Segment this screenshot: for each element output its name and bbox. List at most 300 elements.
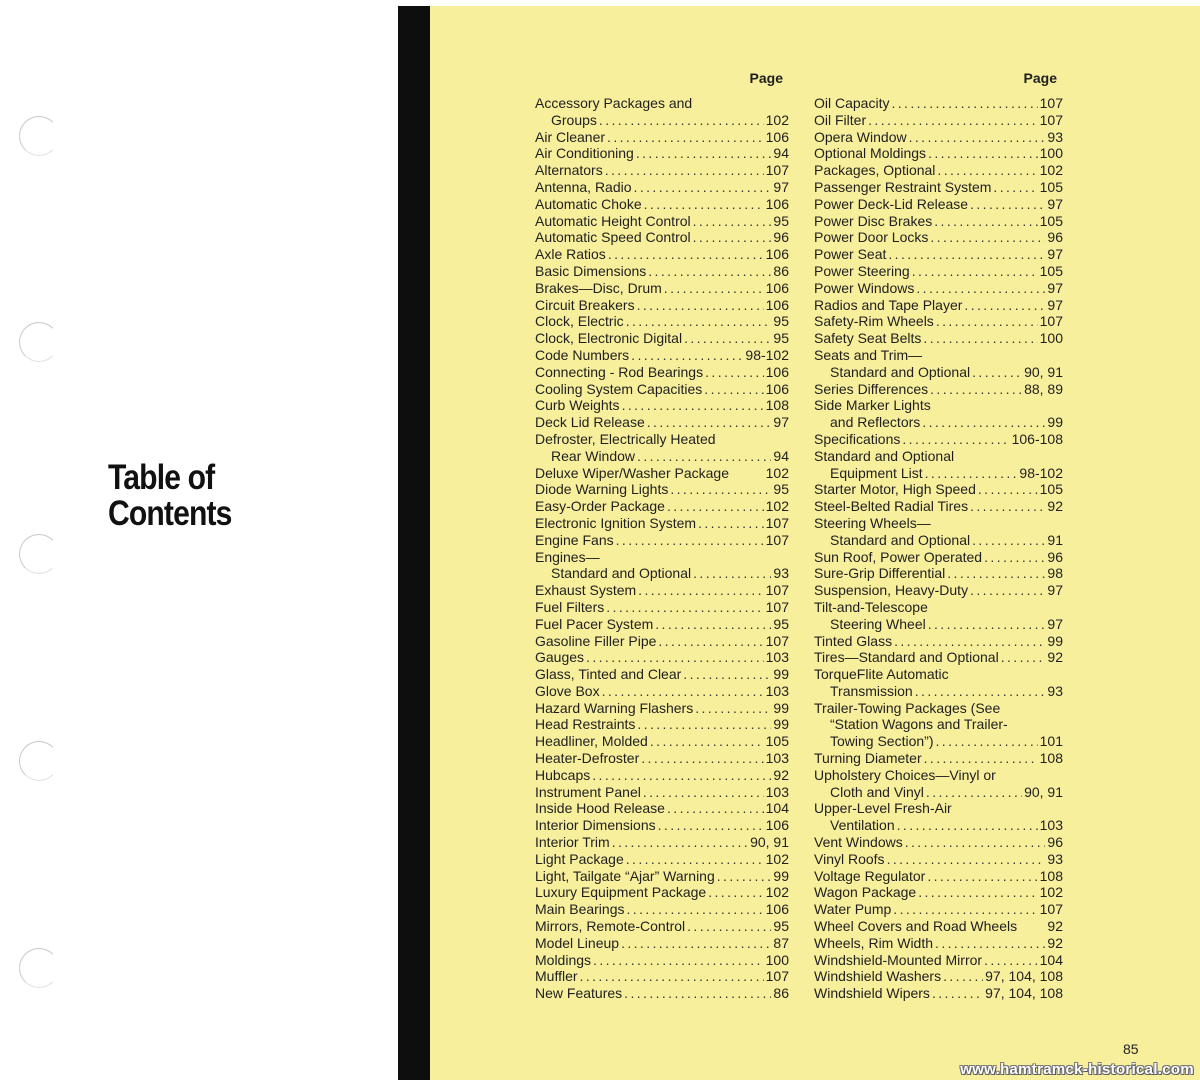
index-entry-page: 95 bbox=[773, 212, 789, 229]
dot-leader bbox=[912, 263, 1038, 280]
index-entry bbox=[535, 565, 789, 582]
index-entry-label: Wagon Package bbox=[814, 884, 917, 901]
index-entry-label: Windshield Washers bbox=[814, 968, 942, 985]
index-entry bbox=[535, 297, 789, 314]
index-entry bbox=[814, 397, 1063, 414]
index-entry-page: 97 bbox=[1047, 246, 1063, 263]
dot-leader bbox=[580, 968, 764, 985]
page-title bbox=[108, 460, 232, 532]
dot-leader bbox=[667, 498, 764, 515]
index-entry bbox=[814, 800, 1063, 817]
dot-leader bbox=[1001, 649, 1046, 666]
index-entry bbox=[814, 599, 1063, 616]
index-entry-page: 107 bbox=[765, 582, 789, 599]
index-entry-label: Transmission bbox=[830, 682, 913, 699]
index-entry bbox=[814, 330, 1063, 347]
index-entry-page: 97, 104, 108 bbox=[985, 968, 1063, 985]
dot-leader bbox=[612, 834, 748, 851]
dot-leader bbox=[636, 145, 772, 162]
index-entry bbox=[814, 498, 1063, 515]
title-line-1: Table of bbox=[108, 458, 215, 497]
index-entry-page: 106 bbox=[765, 363, 789, 380]
dot-leader bbox=[717, 868, 772, 885]
index-entry-label: Code Numbers bbox=[535, 346, 630, 363]
dot-leader bbox=[626, 313, 772, 330]
index-entry bbox=[535, 196, 789, 213]
index-entry bbox=[535, 498, 789, 515]
index-entry-label: Standard and Optional bbox=[814, 447, 955, 464]
dot-leader bbox=[602, 683, 764, 700]
index-entry-page: 97 bbox=[1047, 195, 1063, 212]
index-entry-label: Steering Wheel bbox=[830, 615, 926, 632]
binder-hole bbox=[19, 741, 59, 781]
index-entry-label: Oil Capacity bbox=[814, 95, 890, 111]
dot-leader bbox=[891, 95, 1037, 112]
index-entry bbox=[814, 716, 1063, 733]
index-entry-page: 93 bbox=[1047, 682, 1063, 699]
dot-leader bbox=[658, 633, 763, 650]
index-entry-label: Power Disc Brakes bbox=[814, 212, 933, 229]
index-entry bbox=[535, 633, 789, 650]
index-entry-page: 104 bbox=[765, 800, 789, 817]
index-entry-page: 106 bbox=[765, 246, 789, 263]
dot-leader bbox=[926, 784, 1022, 801]
index-entry-label: Series Differences bbox=[814, 380, 929, 397]
index-entry-label: Steel-Belted Radial Tires bbox=[814, 498, 969, 515]
index-entry bbox=[814, 834, 1063, 851]
index-entry-label: Hazard Warning Flashers bbox=[535, 699, 694, 716]
index-entry-page: 98-102 bbox=[1019, 464, 1063, 481]
index-entry-label: Muffler bbox=[535, 968, 578, 985]
dot-leader bbox=[655, 616, 771, 633]
index-entry bbox=[535, 364, 789, 381]
index-entry-page: 105 bbox=[765, 733, 789, 750]
index-entry-label: Wheels, Rim Width bbox=[814, 934, 934, 951]
dot-leader bbox=[970, 582, 1045, 599]
index-entry-label: Ventilation bbox=[830, 817, 895, 834]
index-entry-page: 102 bbox=[1039, 884, 1063, 901]
index-entry-page: 90, 91 bbox=[750, 834, 789, 851]
index-entry-label: Clock, Electric bbox=[535, 313, 624, 330]
index-entry bbox=[814, 851, 1063, 868]
dot-leader bbox=[993, 179, 1037, 196]
index-entry bbox=[814, 465, 1063, 482]
index-entry-label: Safety Seat Belts bbox=[814, 330, 922, 347]
index-entry-label: Sure-Grip Differential bbox=[814, 565, 946, 582]
index-entry bbox=[814, 112, 1063, 129]
index-entry-page: 97 bbox=[1047, 296, 1063, 313]
index-entry-page: 108 bbox=[1039, 750, 1063, 767]
index-entry-page: 97 bbox=[1047, 279, 1063, 296]
index-entry bbox=[814, 364, 1063, 381]
index-entry-page: 106-108 bbox=[1011, 430, 1063, 447]
index-list-left bbox=[535, 95, 789, 1002]
index-entry-page: 106 bbox=[765, 279, 789, 296]
dot-leader bbox=[605, 162, 764, 179]
dot-leader bbox=[627, 901, 764, 918]
index-entry-page: 94 bbox=[773, 447, 789, 464]
index-entry bbox=[535, 884, 789, 901]
dot-leader bbox=[664, 280, 764, 297]
index-entry-label: Defroster, Electrically Heated bbox=[535, 430, 716, 447]
dot-leader bbox=[641, 750, 763, 767]
index-entry-page: 108 bbox=[1039, 867, 1063, 884]
index-entry bbox=[535, 784, 789, 801]
dot-leader bbox=[927, 868, 1037, 885]
index-entry-label: Groups bbox=[551, 111, 597, 128]
dot-leader bbox=[704, 381, 763, 398]
index-entry bbox=[535, 834, 789, 851]
dot-leader bbox=[637, 297, 764, 314]
index-entry-label: Water Pump bbox=[814, 901, 892, 918]
index-entry bbox=[814, 767, 1063, 784]
index-entry bbox=[535, 918, 789, 935]
dot-leader bbox=[972, 532, 1045, 549]
index-entry bbox=[535, 481, 789, 498]
index-entry-page: 106 bbox=[765, 817, 789, 834]
index-entry bbox=[814, 817, 1063, 834]
index-entry-page: 106 bbox=[765, 380, 789, 397]
index-entry bbox=[814, 649, 1063, 666]
dot-leader bbox=[970, 196, 1045, 213]
index-entry bbox=[535, 330, 789, 347]
index-entry bbox=[814, 481, 1063, 498]
index-entry-page: 93 bbox=[1047, 128, 1063, 145]
index-entry-page: 93 bbox=[773, 565, 789, 582]
index-entry-label: Turning Diameter bbox=[814, 750, 922, 767]
index-entry-label: Rear Window bbox=[551, 447, 636, 464]
index-entry-label: Curb Weights bbox=[535, 397, 620, 414]
dot-leader bbox=[964, 297, 1045, 314]
index-entry-page: 102 bbox=[765, 850, 789, 867]
index-entry bbox=[535, 246, 789, 263]
dot-leader bbox=[902, 431, 1009, 448]
index-entry bbox=[814, 616, 1063, 633]
index-entry-page: 90, 91 bbox=[1024, 363, 1063, 380]
index-entry-label: Opera Window bbox=[814, 128, 907, 145]
index-entry-label: Starter Motor, High Speed bbox=[814, 481, 976, 498]
dot-leader bbox=[905, 834, 1046, 851]
dot-leader bbox=[887, 851, 1046, 868]
index-entry-label: Headliner, Molded bbox=[535, 733, 648, 750]
index-entry-label: Main Bearings bbox=[535, 901, 625, 918]
dot-leader bbox=[608, 246, 764, 263]
dot-leader bbox=[936, 313, 1038, 330]
dot-leader bbox=[637, 448, 771, 465]
index-entry-label: Windshield-Mounted Mirror bbox=[814, 951, 983, 968]
index-entry-label: Clock, Electronic Digital bbox=[535, 330, 683, 347]
index-entry bbox=[535, 716, 789, 733]
index-entry-page: 94 bbox=[773, 145, 789, 162]
index-entry-page: 104 bbox=[1039, 951, 1063, 968]
index-entry-label: Inside Hood Release bbox=[535, 800, 665, 817]
page-number: 85 bbox=[1123, 1041, 1139, 1057]
index-entry-page: 103 bbox=[765, 682, 789, 699]
dot-leader bbox=[616, 532, 764, 549]
index-entry-label: Alternators bbox=[535, 162, 603, 179]
index-entry-label: Oil Filter bbox=[814, 111, 867, 128]
dot-leader bbox=[894, 633, 1045, 650]
dot-leader bbox=[928, 145, 1038, 162]
index-entry bbox=[814, 515, 1063, 532]
index-entry bbox=[814, 145, 1063, 162]
dot-leader bbox=[637, 716, 771, 733]
index-entry-page: 97 bbox=[773, 414, 789, 431]
dot-leader bbox=[930, 229, 1045, 246]
index-entry-page: 103 bbox=[765, 783, 789, 800]
index-entry-label: Glove Box bbox=[535, 682, 600, 699]
index-entry-page: 102 bbox=[1039, 162, 1063, 179]
index-entry bbox=[535, 666, 789, 683]
index-entry-label: Glass, Tinted and Clear bbox=[535, 666, 682, 683]
dot-leader bbox=[592, 767, 771, 784]
index-entry-label: Tinted Glass bbox=[814, 632, 893, 649]
index-entry-label: Engine Fans bbox=[535, 531, 614, 548]
index-entry bbox=[535, 179, 789, 196]
index-entry-page: 107 bbox=[765, 514, 789, 531]
index-entry bbox=[814, 884, 1063, 901]
index-entry-page: 92 bbox=[1047, 649, 1063, 666]
index-entry-page: 90, 91 bbox=[1024, 783, 1063, 800]
binder-hole bbox=[19, 322, 59, 362]
index-entry bbox=[535, 599, 789, 616]
dot-leader bbox=[607, 129, 764, 146]
dot-leader bbox=[918, 884, 1037, 901]
index-entry-label: Air Cleaner bbox=[535, 128, 606, 145]
index-entry bbox=[814, 666, 1063, 683]
index-entry-label: “Station Wagons and Trailer- bbox=[830, 716, 1008, 733]
dot-leader bbox=[868, 112, 1038, 129]
index-entry-label: Antenna, Radio bbox=[535, 178, 632, 195]
index-entry-page: 107 bbox=[765, 968, 789, 985]
index-entry bbox=[535, 465, 789, 482]
binder-hole bbox=[19, 534, 59, 574]
index-entry bbox=[535, 935, 789, 952]
index-entry-page: 100 bbox=[1039, 145, 1063, 162]
index-entry-label: Towing Section”) bbox=[830, 733, 934, 750]
index-entry-page: 107 bbox=[765, 632, 789, 649]
dot-leader bbox=[693, 213, 772, 230]
dot-leader bbox=[972, 364, 1022, 381]
index-entry-page: 92 bbox=[1047, 498, 1063, 515]
index-entry bbox=[535, 649, 789, 666]
index-entry-label: Equipment List bbox=[830, 464, 923, 481]
index-entry-page: 99 bbox=[773, 716, 789, 733]
index-entry-page: 108 bbox=[765, 397, 789, 414]
index-entry bbox=[814, 532, 1063, 549]
index-entry bbox=[814, 935, 1063, 952]
index-entry-label: Standard and Optional bbox=[830, 531, 971, 548]
index-entry bbox=[535, 683, 789, 700]
dot-leader bbox=[648, 263, 771, 280]
index-entry-page: 92 bbox=[1047, 918, 1063, 935]
index-entry-page: 87 bbox=[773, 934, 789, 951]
index-entry-page: 105 bbox=[1039, 481, 1063, 498]
index-entry-label: Gauges bbox=[535, 649, 585, 666]
index-entry bbox=[814, 683, 1063, 700]
index-entry bbox=[535, 280, 789, 297]
index-entry bbox=[535, 901, 789, 918]
dot-leader bbox=[888, 246, 1045, 263]
dot-leader bbox=[670, 481, 771, 498]
index-entry bbox=[814, 313, 1063, 330]
index-entry bbox=[814, 229, 1063, 246]
index-entry-label: Windshield Wipers bbox=[814, 985, 930, 1002]
index-entry-label: Passenger Restraint System bbox=[814, 178, 992, 195]
index-entry-page: 100 bbox=[765, 951, 789, 968]
index-entry bbox=[535, 162, 789, 179]
index-entry bbox=[535, 431, 789, 448]
index-entry bbox=[814, 901, 1063, 918]
index-entry-page: 106 bbox=[765, 296, 789, 313]
index-entry-page: 97 bbox=[773, 178, 789, 195]
dot-leader bbox=[943, 968, 983, 985]
index-entry bbox=[535, 313, 789, 330]
index-entry-page: 95 bbox=[773, 481, 789, 498]
index-entry-label: Air Conditioning bbox=[535, 145, 634, 162]
dot-leader bbox=[624, 985, 771, 1002]
dot-leader bbox=[984, 549, 1045, 566]
index-entry bbox=[814, 95, 1063, 112]
index-entry-page: 86 bbox=[773, 262, 789, 279]
dot-leader bbox=[970, 498, 1045, 515]
index-entry-label: Fuel Filters bbox=[535, 598, 605, 615]
index-entry-page: 96 bbox=[1047, 548, 1063, 565]
index-entry bbox=[814, 162, 1063, 179]
dot-leader bbox=[693, 229, 772, 246]
index-entry-label: Vinyl Roofs bbox=[814, 850, 885, 867]
index-entry bbox=[814, 381, 1063, 398]
index-entry-label: Head Restraints bbox=[535, 716, 636, 733]
index-entry bbox=[814, 784, 1063, 801]
index-entry-label: Electronic Ignition System bbox=[535, 514, 697, 531]
index-entry-label: Vent Windows bbox=[814, 834, 903, 851]
dot-leader bbox=[909, 129, 1046, 146]
dot-leader bbox=[923, 330, 1037, 347]
index-entry-page: 98 bbox=[1047, 565, 1063, 582]
dot-leader bbox=[634, 179, 772, 196]
index-entry bbox=[535, 532, 789, 549]
index-entry-page: 106 bbox=[765, 901, 789, 918]
dot-leader bbox=[684, 330, 771, 347]
index-entry bbox=[535, 750, 789, 767]
dot-leader bbox=[916, 280, 1045, 297]
index-entry-page: 95 bbox=[773, 918, 789, 935]
index-entry-label: Accessory Packages and bbox=[535, 95, 693, 111]
index-entry bbox=[814, 414, 1063, 431]
index-entry-label: Axle Ratios bbox=[535, 246, 606, 263]
dot-leader bbox=[935, 935, 1045, 952]
index-entry-page: 99 bbox=[1047, 414, 1063, 431]
dot-leader bbox=[658, 817, 764, 834]
dot-leader bbox=[626, 851, 764, 868]
index-entry bbox=[535, 213, 789, 230]
index-entry bbox=[535, 851, 789, 868]
index-entry-label: Moldings bbox=[535, 951, 592, 968]
index-entry bbox=[814, 985, 1063, 1002]
index-entry bbox=[814, 448, 1063, 465]
index-list-right bbox=[814, 95, 1063, 1002]
index-column-right bbox=[814, 70, 1063, 1002]
dot-leader bbox=[599, 112, 764, 129]
index-entry bbox=[535, 229, 789, 246]
index-entry-label: Deck Lid Release bbox=[535, 414, 645, 431]
index-entry-label: Power Door Locks bbox=[814, 229, 929, 246]
index-entry bbox=[535, 448, 789, 465]
index-entry-label: Cloth and Vinyl bbox=[830, 783, 924, 800]
index-entry-label: Power Seat bbox=[814, 246, 887, 263]
index-entry-page: 107 bbox=[1039, 95, 1063, 111]
index-entry-page: 107 bbox=[1039, 111, 1063, 128]
index-entry-page: 107 bbox=[765, 598, 789, 615]
index-entry-label: Side Marker Lights bbox=[814, 397, 931, 414]
index-entry-label: Fuel Pacer System bbox=[535, 615, 654, 632]
index-entry bbox=[814, 952, 1063, 969]
index-entry-label: Easy-Order Package bbox=[535, 498, 665, 515]
index-entry-page: 103 bbox=[1039, 817, 1063, 834]
index-entry-label: Deluxe Wiper/Washer Package bbox=[535, 464, 730, 481]
index-entry-label: Brakes—Disc, Drum bbox=[535, 279, 662, 296]
index-entry-page: 102 bbox=[765, 884, 789, 901]
index-entry bbox=[814, 565, 1063, 582]
index-entry-label: Voltage Regulator bbox=[814, 867, 926, 884]
dot-leader bbox=[924, 750, 1038, 767]
index-entry-page: 92 bbox=[773, 766, 789, 783]
dot-leader bbox=[687, 918, 771, 935]
index-entry-label: Upholstery Choices—Vinyl or bbox=[814, 766, 996, 783]
index-entry bbox=[535, 968, 789, 985]
index-entry bbox=[814, 700, 1063, 717]
index-entry bbox=[535, 397, 789, 414]
index-entry bbox=[814, 868, 1063, 885]
dot-leader bbox=[928, 616, 1046, 633]
index-entry bbox=[814, 918, 1063, 935]
index-entry bbox=[814, 297, 1063, 314]
index-entry-page: 105 bbox=[1039, 262, 1063, 279]
index-entry-label: Tilt-and-Telescope bbox=[814, 598, 928, 615]
index-entry-page: 102 bbox=[765, 498, 789, 515]
index-entry-label: Engines— bbox=[535, 548, 600, 565]
index-entry bbox=[535, 616, 789, 633]
dot-leader bbox=[705, 364, 764, 381]
index-entry-label: Power Steering bbox=[814, 262, 910, 279]
index-entry-page: 97, 104, 108 bbox=[985, 985, 1063, 1002]
index-entry-page: 96 bbox=[773, 229, 789, 246]
index-entry-label: Optional Moldings bbox=[814, 145, 927, 162]
index-entry-page: 96 bbox=[1047, 834, 1063, 851]
dot-leader bbox=[934, 213, 1037, 230]
index-entry-page: 88, 89 bbox=[1024, 380, 1063, 397]
index-entry-label: Suspension, Heavy-Duty bbox=[814, 582, 969, 599]
index-entry-label: Specifications bbox=[814, 430, 901, 447]
dot-leader bbox=[586, 649, 764, 666]
title-line-2: Contents bbox=[108, 494, 232, 533]
index-entry-page: 107 bbox=[765, 162, 789, 179]
index-entry bbox=[535, 263, 789, 280]
index-column-left bbox=[535, 70, 789, 1002]
index-entry bbox=[535, 767, 789, 784]
index-entry-label: Automatic Speed Control bbox=[535, 229, 691, 246]
index-entry bbox=[814, 263, 1063, 280]
dot-leader bbox=[984, 952, 1038, 969]
dot-leader bbox=[638, 582, 763, 599]
index-entry-label: Upper-Level Fresh-Air bbox=[814, 800, 952, 817]
index-entry bbox=[535, 129, 789, 146]
watermark: www.hamtramck-historical.com bbox=[960, 1061, 1194, 1078]
dot-leader bbox=[606, 599, 763, 616]
index-entry-page: 93 bbox=[1047, 850, 1063, 867]
dot-leader bbox=[683, 666, 771, 683]
